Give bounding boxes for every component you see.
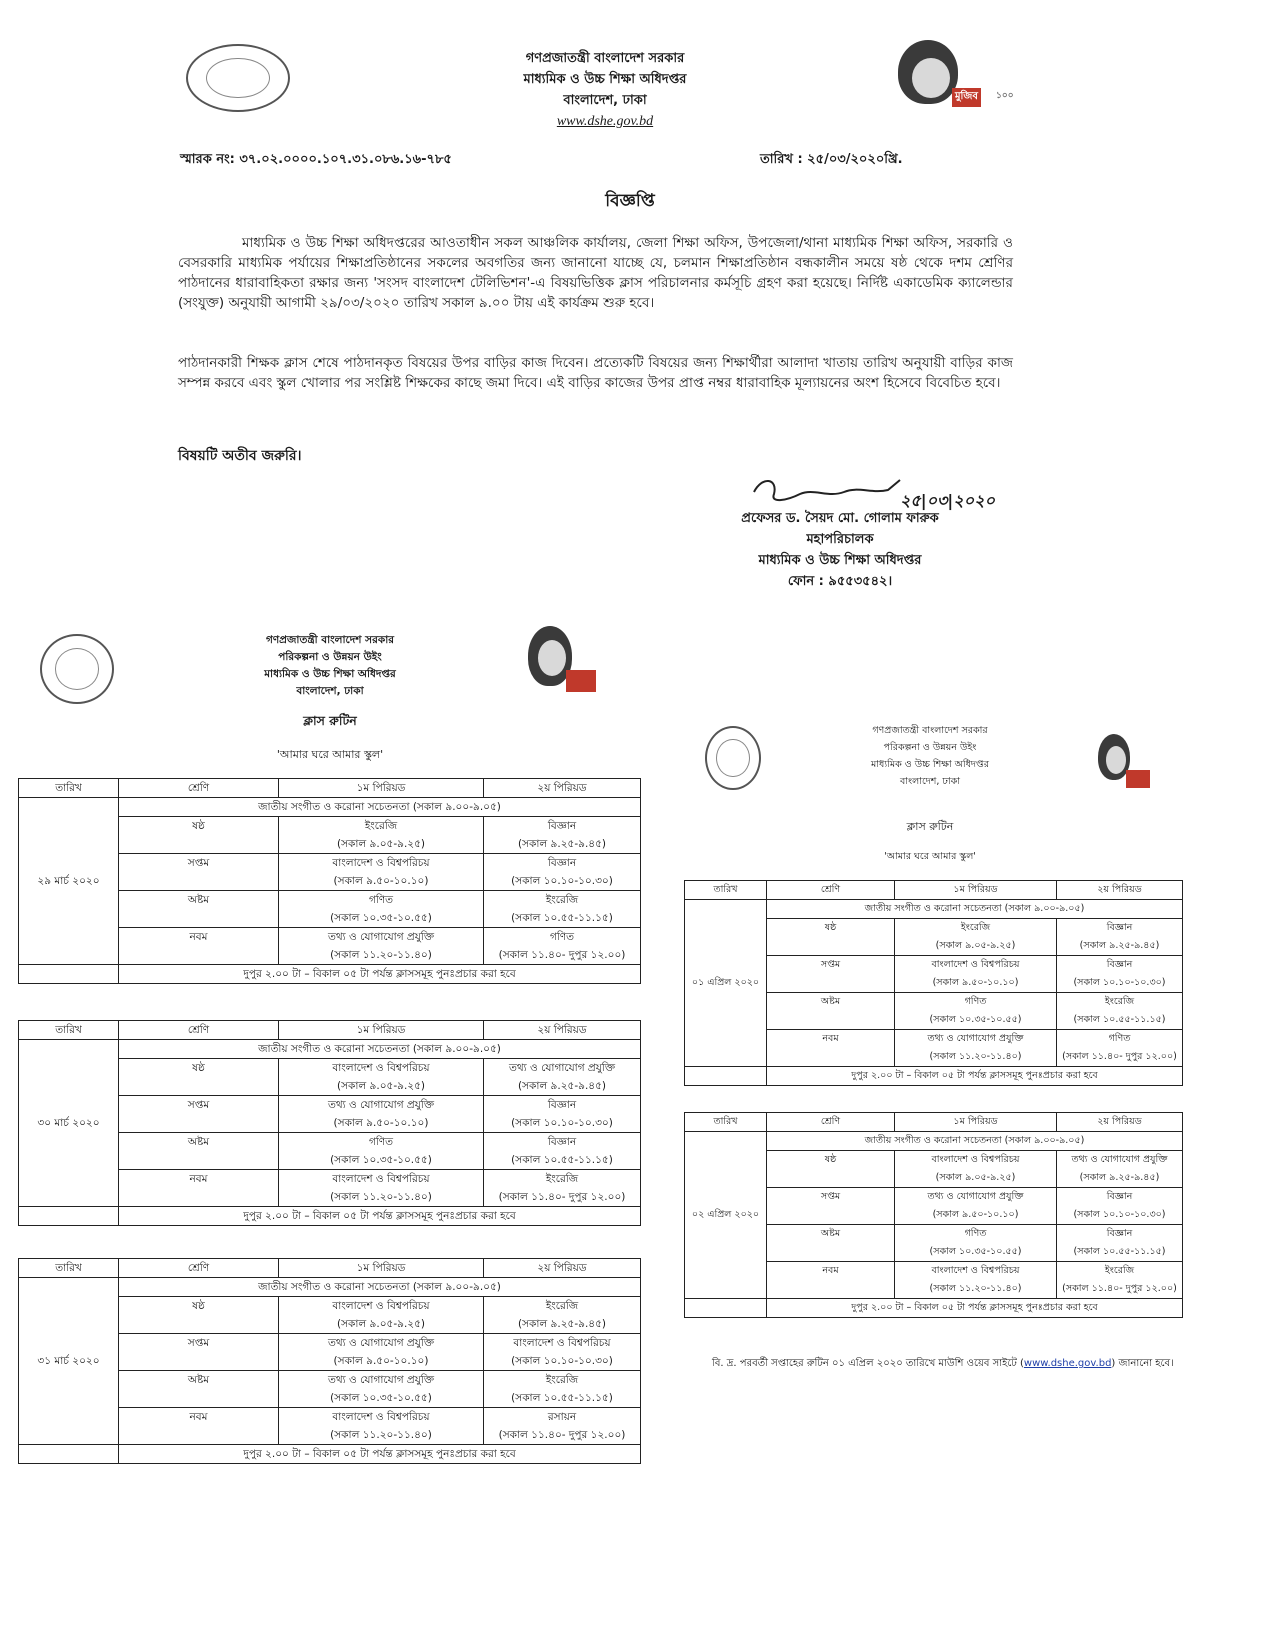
period2-cell-time: (সকাল ১০.৫৫-১১.১৫) xyxy=(1073,1246,1166,1257)
period1-cell-time: (সকাল ৯.০৫-৯.২৫) xyxy=(935,940,1016,951)
notice-date: তারিখ : ২৫/০৩/২০২০খ্রি. xyxy=(760,152,903,167)
class-cell: অষ্টম xyxy=(767,993,895,1030)
period1-cell xyxy=(279,854,484,891)
period1-cell-time: (সকাল ১০.৩৫-১০.৫৫) xyxy=(330,1392,432,1404)
column-header: শ্রেণি xyxy=(119,779,279,798)
routine-left-portrait xyxy=(522,622,604,700)
column-header: শ্রেণি xyxy=(119,1259,279,1278)
period1-cell-subject: ইংরেজি xyxy=(364,820,398,832)
period1-cell-time: (সকাল ৯.০৫-৯.২৫) xyxy=(935,1172,1016,1183)
period1-cell-subject: বাংলাদেশ ও বিশ্বপরিচয় xyxy=(332,1173,430,1185)
period1-cell-subject: তথ্য ও যোগাযোগ প্রযুক্তি xyxy=(327,1099,435,1111)
class-cell: ষষ্ঠ xyxy=(767,1151,895,1188)
mujib-num: ১০০ xyxy=(996,91,1014,101)
routine-left-seal-logo xyxy=(40,634,114,704)
period2-cell xyxy=(484,817,641,854)
period2-cell-subject: বিজ্ঞান xyxy=(547,1136,577,1148)
date-cell: ২৯ মার্চ ২০২০ xyxy=(19,798,119,965)
routine-left-header-line4: বাংলাদেশ, ঢাকা xyxy=(296,685,364,697)
class-cell: সপ্তম xyxy=(119,854,279,891)
period2-cell-subject: ইংরেজি xyxy=(545,1374,579,1386)
period2-cell-subject: রসায়ন xyxy=(547,1411,577,1423)
period1-cell-time: (সকাল ১১.২০-১১.৪০) xyxy=(330,949,432,961)
notice-header-line2: মাধ্যমিক ও উচ্চ শিক্ষা অধিদপ্তর xyxy=(523,72,687,87)
anthem-row xyxy=(19,1040,641,1059)
period2-cell-subject: ইংরেজি xyxy=(1104,996,1135,1007)
period1-cell-time: (সকাল ৯.৫০-১০.১০) xyxy=(333,875,429,887)
period2-cell xyxy=(1057,1151,1183,1188)
class-cell: নবম xyxy=(767,1262,895,1299)
period2-cell-time: (সকাল ১০.৫৫-১১.১৫) xyxy=(511,912,613,924)
period2-cell-time: (সকাল ৯.২৫-৯.৪৫) xyxy=(517,1080,607,1092)
rebroadcast-row xyxy=(685,1299,1183,1318)
period1-cell-subject: তথ্য ও যোগাযোগ প্রযুক্তি xyxy=(327,1337,435,1349)
period1-cell-subject: গণিত xyxy=(964,1228,987,1239)
signatory-office: মাধ্যমিক ও উচ্চ শিক্ষা অধিদপ্তর xyxy=(758,553,922,568)
period1-cell-subject: বাংলাদেশ ও বিশ্বপরিচয় xyxy=(332,857,430,869)
table-header-row xyxy=(685,881,1183,900)
column-header: ২য় পিরিয়ড xyxy=(1057,1113,1183,1132)
period2-cell-time: (সকাল ১০.১০-১০.৩০) xyxy=(511,1355,613,1367)
period2-cell-time: (সকাল ১০.৫৫-১১.১৫) xyxy=(1073,1014,1166,1025)
class-cell: ষষ্ঠ xyxy=(119,1297,279,1334)
column-header: তারিখ xyxy=(685,881,767,900)
period2-cell xyxy=(484,854,641,891)
blank-cell xyxy=(19,1445,119,1464)
period2-cell-subject: বিজ্ঞান xyxy=(1106,1228,1133,1239)
period2-cell-time: (সকাল ৯.২৫-৯.৪৫) xyxy=(517,838,607,850)
period1-cell-time: (সকাল ১০.৩৫-১০.৫৫) xyxy=(330,1154,432,1166)
period2-cell xyxy=(1057,1262,1183,1299)
period1-cell-subject: বাংলাদেশ ও বিশ্বপরিচয় xyxy=(931,1265,1020,1276)
period2-cell-subject: বিজ্ঞান xyxy=(1106,959,1133,970)
class-cell: ষষ্ঠ xyxy=(119,817,279,854)
period2-cell-subject: বিজ্ঞান xyxy=(547,820,577,832)
period1-cell-subject: তথ্য ও যোগাযোগ প্রযুক্তি xyxy=(927,1033,1024,1044)
period1-cell xyxy=(279,1297,484,1334)
period1-cell-subject: বাংলাদেশ ও বিশ্বপরিচয় xyxy=(332,1062,430,1074)
class-cell: অষ্টম xyxy=(767,1225,895,1262)
routine-right-header xyxy=(820,722,1040,790)
period1-cell xyxy=(895,1030,1057,1067)
anthem-cell: জাতীয় সংগীত ও করোনা সচেতনতা (সকাল ৯.০০-৯.০৫) xyxy=(119,798,641,817)
column-header: তারিখ xyxy=(19,1259,119,1278)
anthem-row xyxy=(19,1278,641,1297)
table-header-row xyxy=(19,1021,641,1040)
rebroadcast-row xyxy=(19,965,641,984)
period1-cell xyxy=(895,1188,1057,1225)
period2-cell-subject: তথ্য ও যোগাযোগ প্রযুক্তি xyxy=(1071,1154,1168,1165)
period2-cell xyxy=(1057,956,1183,993)
period2-cell xyxy=(484,1334,641,1371)
notice-header-line1: গণপ্রজাতন্ত্রী বাংলাদেশ সরকার xyxy=(525,51,685,66)
period2-cell-subject: বিজ্ঞান xyxy=(547,857,577,869)
period2-cell xyxy=(484,1170,641,1207)
routine-table-day-2 xyxy=(684,1112,1183,1318)
routine-right-portrait xyxy=(1094,732,1156,792)
class-cell: অষ্টম xyxy=(119,1133,279,1170)
routine-left-header-line2: পরিকল্পনা ও উন্নয়ন উইং xyxy=(278,651,382,663)
period2-cell-subject: ইংরেজি xyxy=(545,1173,579,1185)
column-header: শ্রেণি xyxy=(767,1113,895,1132)
notice-paragraph-1: মাধ্যমিক ও উচ্চ শিক্ষা অধিদপ্তরের আওতাধীন সকল আঞ্চলিক কার্যালয়, জেলা শিক্ষা অফিস, উপজেলা/থানা মাধ্যমিক শিক্ষা অফিস, সরকারি ও বেসরকারি মাধ্যমিক পর্যায়ের শিক্ষাপ্রতিষ্ঠানের সকলের অবগতির জন্য জানানো যাচ্ছে যে, চলমান শিক্ষাপ্রতিষ্ঠান বন্ধকালীন সময়ে ষষ্ঠ থেকে দশম শ্রেণির পাঠদানের ধারাবাহিকতা রক্ষার জন্য 'সংসদ বাংলাদেশ টেলিভিশন'-এ বিষয়ভিত্তিক ক্লাস পরিচালনার কর্মসূচি গ্রহণ করা হয়েছে। নির্দিষ্ট একাডেমিক ক্যালেন্ডার (সংযুক্ত) অনুযায়ী আগামী ২৯/০৩/২০২০ তারিখ সকাল ৯.০০ টায় এই কার্যক্রম শুরু হবে। xyxy=(178,235,1013,311)
column-header: তারিখ xyxy=(19,1021,119,1040)
period1-cell-subject: বাংলাদেশ ও বিশ্বপরিচয় xyxy=(332,1300,430,1312)
period2-cell-time: (সকাল ১০.৫৫-১১.১৫) xyxy=(511,1392,613,1404)
class-cell: নবম xyxy=(119,1408,279,1445)
routine-right-header-line2: পরিকল্পনা ও উন্নয়ন উইং xyxy=(883,742,977,753)
column-header: শ্রেণি xyxy=(767,881,895,900)
period2-cell-subject: ইংরেজি xyxy=(1104,1265,1135,1276)
column-header: তারিখ xyxy=(19,779,119,798)
period2-cell-time: (সকাল ১১.৪০- দুপুর ১২.০০) xyxy=(498,949,626,961)
period2-cell-time: (সকাল ৯.২৫-৯.৪৫) xyxy=(1079,1172,1160,1183)
period2-cell-subject: বিজ্ঞান xyxy=(547,1099,577,1111)
routine-right-note xyxy=(712,1354,1182,1374)
mujib-portrait-logo xyxy=(890,38,1040,110)
period1-cell-time: (সকাল ১১.২০-১১.৪০) xyxy=(929,1283,1022,1294)
rebroadcast-cell: দুপুর ২.০০ টা – বিকাল ০৫ টা পর্যন্ত ক্লাসসমূহ পুনঃপ্রচার করা হবে xyxy=(767,1299,1183,1318)
routine-right-header-line3: মাধ্যমিক ও উচ্চ শিক্ষা অধিদপ্তর xyxy=(871,759,989,770)
period2-cell xyxy=(1057,1030,1183,1067)
class-cell: সপ্তম xyxy=(767,956,895,993)
signature-scribble xyxy=(748,470,908,510)
period1-cell-time: (সকাল ১১.২০-১১.৪০) xyxy=(330,1429,432,1441)
period2-cell-subject: বিজ্ঞান xyxy=(1106,922,1133,933)
period2-cell-time: (সকাল ১১.৪০- দুপুর ১২.০০) xyxy=(1062,1283,1177,1294)
anthem-row xyxy=(685,900,1183,919)
column-header: ২য় পিরিয়ড xyxy=(484,779,641,798)
period1-cell-subject: তথ্য ও যোগাযোগ প্রযুক্তি xyxy=(327,931,435,943)
blank-cell xyxy=(685,1067,767,1086)
notice-title: বিজ্ঞপ্তি xyxy=(605,191,655,211)
period2-cell xyxy=(484,891,641,928)
period2-cell xyxy=(484,1096,641,1133)
routine-right-header-line4: বাংলাদেশ, ঢাকা xyxy=(900,776,960,787)
period2-cell-time: (সকাল ১১.৪০- দুপুর ১২.০০) xyxy=(498,1191,626,1203)
column-header: ২য় পিরিয়ড xyxy=(484,1021,641,1040)
class-cell: নবম xyxy=(767,1030,895,1067)
period2-cell xyxy=(484,1408,641,1445)
period2-cell xyxy=(484,1297,641,1334)
rebroadcast-row xyxy=(19,1207,641,1226)
notice-header xyxy=(440,48,770,132)
period1-cell-subject: বাংলাদেশ ও বিশ্বপরিচয় xyxy=(931,1154,1020,1165)
class-cell: ষষ্ঠ xyxy=(767,919,895,956)
routine-table-day-3 xyxy=(18,1258,641,1464)
period1-cell xyxy=(279,1334,484,1371)
period2-cell-time: (সকাল ১১.৪০- দুপুর ১২.০০) xyxy=(498,1429,626,1441)
period1-cell xyxy=(279,891,484,928)
class-cell: সপ্তম xyxy=(767,1188,895,1225)
signatory-name: প্রফেসর ড. সৈয়দ মো. গোলাম ফারুক xyxy=(741,511,939,526)
column-header: ২য় পিরিয়ড xyxy=(484,1259,641,1278)
period1-cell-time: (সকাল ৯.০৫-৯.২৫) xyxy=(336,1318,426,1330)
date-cell: ০২ এপ্রিল ২০২০ xyxy=(685,1132,767,1299)
rebroadcast-cell: দুপুর ২.০০ টা – বিকাল ০৫ টা পর্যন্ত ক্লাসসমূহ পুনঃপ্রচার করা হবে xyxy=(119,1207,641,1226)
date-cell: ৩১ মার্চ ২০২০ xyxy=(19,1278,119,1445)
column-header: ১ম পিরিয়ড xyxy=(895,1113,1057,1132)
class-cell: অষ্টম xyxy=(119,891,279,928)
period2-cell-time: (সকাল ৯.২৫-৯.৪৫) xyxy=(1079,940,1160,951)
period1-cell-time: (সকাল ৯.০৫-৯.২৫) xyxy=(336,838,426,850)
class-cell: নবম xyxy=(119,928,279,965)
period2-cell-time: (সকাল ৯.২৫-৯.৪৫) xyxy=(517,1318,607,1330)
period1-cell xyxy=(895,919,1057,956)
period2-cell-time: (সকাল ১০.১০-১০.৩০) xyxy=(511,875,613,887)
period2-cell-subject: তথ্য ও যোগাযোগ প্রযুক্তি xyxy=(508,1062,616,1074)
period2-cell-time: (সকাল ১১.৪০- দুপুর ১২.০০) xyxy=(1062,1051,1177,1062)
routine-table-day-2 xyxy=(18,1020,641,1226)
period2-cell xyxy=(1057,919,1183,956)
period1-cell xyxy=(279,817,484,854)
blank-cell xyxy=(685,1299,767,1318)
signatory-designation: মহাপরিচালক xyxy=(806,532,874,547)
routine-left-header-line1: গণপ্রজাতন্ত্রী বাংলাদেশ সরকার xyxy=(265,634,395,646)
note-suffix: ) জানানো হবে। xyxy=(1111,1358,1174,1369)
period1-cell xyxy=(279,1133,484,1170)
column-header: ১ম পিরিয়ড xyxy=(279,779,484,798)
period2-cell xyxy=(484,928,641,965)
blank-cell xyxy=(19,1207,119,1226)
period1-cell-time: (সকাল ৯.৫০-১০.১০) xyxy=(932,977,1019,988)
rebroadcast-cell: দুপুর ২.০০ টা – বিকাল ০৫ টা পর্যন্ত ক্লাসসমূহ পুনঃপ্রচার করা হবে xyxy=(767,1067,1183,1086)
period2-cell xyxy=(484,1371,641,1408)
dshe-seal-logo xyxy=(186,44,290,112)
routine-right-header-line1: গণপ্রজাতন্ত্রী বাংলাদেশ সরকার xyxy=(872,725,988,736)
signatory-details xyxy=(690,508,990,592)
routine-left-header xyxy=(210,632,450,700)
anthem-cell: জাতীয় সংগীত ও করোনা সচেতনতা (সকাল ৯.০০-৯.০৫) xyxy=(767,900,1183,919)
blank-cell xyxy=(19,965,119,984)
period1-cell-time: (সকাল ১০.৩৫-১০.৫৫) xyxy=(929,1014,1022,1025)
period1-cell-time: (সকাল ১১.২০-১১.৪০) xyxy=(929,1051,1022,1062)
period1-cell xyxy=(279,1170,484,1207)
period1-cell-time: (সকাল ১১.২০-১১.৪০) xyxy=(330,1191,432,1203)
period1-cell-subject: বাংলাদেশ ও বিশ্বপরিচয় xyxy=(332,1411,430,1423)
note-website-link[interactable]: www.dshe.gov.bd xyxy=(1023,1358,1112,1369)
period2-cell-time: (সকাল ১০.১০-১০.৩০) xyxy=(1073,1209,1166,1220)
note-prefix: বি. দ্র. পরবর্তী সপ্তাহের রুটিন ০১ এপ্রিল ২০২০ তারিখে মাউশি ওয়েব সাইটে ( xyxy=(712,1358,1024,1369)
date-cell: ৩০ মার্চ ২০২০ xyxy=(19,1040,119,1207)
class-cell: অষ্টম xyxy=(119,1371,279,1408)
routine-right-title: ক্লাস রুটিন xyxy=(906,820,954,833)
period2-cell xyxy=(1057,1225,1183,1262)
period2-cell xyxy=(1057,1188,1183,1225)
period1-cell xyxy=(279,1096,484,1133)
period1-cell-subject: তথ্য ও যোগাযোগ প্রযুক্তি xyxy=(327,1374,435,1386)
period1-cell-time: (সকাল ৯.০৫-৯.২৫) xyxy=(336,1080,426,1092)
period1-cell-subject: গণিত xyxy=(368,1136,394,1148)
table-header-row xyxy=(19,1259,641,1278)
routine-left-header-line3: মাধ্যমিক ও উচ্চ শিক্ষা অধিদপ্তর xyxy=(264,668,396,680)
date-cell: ০১ এপ্রিল ২০২০ xyxy=(685,900,767,1067)
routine-right-subtitle: 'আমার ঘরে আমার স্কুল' xyxy=(884,851,976,862)
period1-cell-subject: বাংলাদেশ ও বিশ্বপরিচয় xyxy=(931,959,1020,970)
memo-number: স্মারক নং: ৩৭.০২.০০০০.১০৭.৩১.০৮৬.১৬-৭৮৫ xyxy=(180,152,452,167)
anthem-cell: জাতীয় সংগীত ও করোনা সচেতনতা (সকাল ৯.০০-৯.০৫) xyxy=(767,1132,1183,1151)
period2-cell-subject: বাংলাদেশ ও বিশ্বপরিচয় xyxy=(513,1337,611,1349)
table-header-row xyxy=(19,779,641,798)
period2-cell-time: (সকাল ১০.১০-১০.৩০) xyxy=(1073,977,1166,988)
notice-header-line3: বাংলাদেশ, ঢাকা xyxy=(563,93,647,108)
routine-table-day-1 xyxy=(18,778,641,984)
period2-cell xyxy=(484,1059,641,1096)
period1-cell-time: (সকাল ৯.৫০-১০.১০) xyxy=(932,1209,1019,1220)
class-cell: নবম xyxy=(119,1170,279,1207)
routine-right-seal-logo xyxy=(705,726,761,790)
column-header: ২য় পিরিয়ড xyxy=(1057,881,1183,900)
column-header: তারিখ xyxy=(685,1113,767,1132)
column-header: শ্রেণি xyxy=(119,1021,279,1040)
column-header: ১ম পিরিয়ড xyxy=(279,1021,484,1040)
routine-left-subtitle: 'আমার ঘরে আমার স্কুল' xyxy=(276,748,384,761)
period2-cell-subject: বিজ্ঞান xyxy=(1106,1191,1133,1202)
class-cell: সপ্তম xyxy=(119,1096,279,1133)
period2-cell xyxy=(484,1133,641,1170)
period2-cell-subject: ইংরেজি xyxy=(545,894,579,906)
period1-cell-time: (সকাল ১০.৩৫-১০.৫৫) xyxy=(330,912,432,924)
period1-cell xyxy=(279,1408,484,1445)
period1-cell-time: (সকাল ৯.৫০-১০.১০) xyxy=(333,1355,429,1367)
table-header-row xyxy=(685,1113,1183,1132)
rebroadcast-row xyxy=(685,1067,1183,1086)
period2-cell-subject: গণিত xyxy=(549,931,575,943)
rebroadcast-row xyxy=(19,1445,641,1464)
period1-cell xyxy=(895,956,1057,993)
period1-cell-subject: ইংরেজি xyxy=(960,922,991,933)
period2-cell-time: (সকাল ১০.৫৫-১১.১৫) xyxy=(511,1154,613,1166)
period2-cell-time: (সকাল ১০.১০-১০.৩০) xyxy=(511,1117,613,1129)
period1-cell xyxy=(279,928,484,965)
signatory-phone: ফোন : ৯৫৫৩৫৪২। xyxy=(787,574,893,589)
class-cell: ষষ্ঠ xyxy=(119,1059,279,1096)
anthem-cell: জাতীয় সংগীত ও করোনা সচেতনতা (সকাল ৯.০০-৯.০৫) xyxy=(119,1040,641,1059)
period1-cell-time: (সকাল ১০.৩৫-১০.৫৫) xyxy=(929,1246,1022,1257)
anthem-row xyxy=(19,798,641,817)
rebroadcast-cell: দুপুর ২.০০ টা – বিকাল ০৫ টা পর্যন্ত ক্লাসসমূহ পুনঃপ্রচার করা হবে xyxy=(119,1445,641,1464)
mujib-tag: মুজিব xyxy=(952,88,981,107)
period1-cell xyxy=(895,1151,1057,1188)
period1-cell-subject: তথ্য ও যোগাযোগ প্রযুক্তি xyxy=(927,1191,1024,1202)
period2-cell-subject: ইংরেজি xyxy=(545,1300,579,1312)
period1-cell-subject: গণিত xyxy=(368,894,394,906)
anthem-cell: জাতীয় সংগীত ও করোনা সচেতনতা (সকাল ৯.০০-৯.০৫) xyxy=(119,1278,641,1297)
period1-cell-subject: গণিত xyxy=(964,996,987,1007)
period2-cell xyxy=(1057,993,1183,1030)
class-cell: সপ্তম xyxy=(119,1334,279,1371)
notice-website-link[interactable]: www.dshe.gov.bd xyxy=(556,114,654,129)
period1-cell xyxy=(279,1059,484,1096)
column-header: ১ম পিরিয়ড xyxy=(279,1259,484,1278)
period1-cell xyxy=(895,1225,1057,1262)
rebroadcast-cell: দুপুর ২.০০ টা – বিকাল ০৫ টা পর্যন্ত ক্লাসসমূহ পুনঃপ্রচার করা হবে xyxy=(119,965,641,984)
notice-paragraph-2: পাঠদানকারী শিক্ষক ক্লাস শেষে পাঠদানকৃত বিষয়ের উপর বাড়ির কাজ দিবেন। প্রত্যেকটি বিষয়ের জন্য শিক্ষার্থীরা আলাদা খাতায় তারিখ অনুযায়ী বাড়ির কাজ সম্পন্ন করবে এবং স্কুল খোলার পর সংশ্লিষ্ট শিক্ষকের কাছে জমা দিবে। এই বাড়ির কাজের উপর প্রাপ্ত নম্বর ধারাবাহিক মূল্যায়নের অংশ হিসেবে বিবেচিত হবে। xyxy=(178,355,1013,391)
period1-cell xyxy=(895,1262,1057,1299)
anthem-row xyxy=(685,1132,1183,1151)
period2-cell-subject: গণিত xyxy=(1108,1033,1131,1044)
period1-cell xyxy=(279,1371,484,1408)
urgent-note: বিষয়টি অতীব জরুরি। xyxy=(178,448,302,464)
signature-date: ২৫|০৩|২০২০ xyxy=(900,491,995,510)
period1-cell xyxy=(895,993,1057,1030)
column-header: ১ম পিরিয়ড xyxy=(895,881,1057,900)
routine-table-day-1 xyxy=(684,880,1183,1086)
routine-left-title: ক্লাস রুটিন xyxy=(303,713,357,728)
period1-cell-time: (সকাল ৯.৫০-১০.১০) xyxy=(333,1117,429,1129)
